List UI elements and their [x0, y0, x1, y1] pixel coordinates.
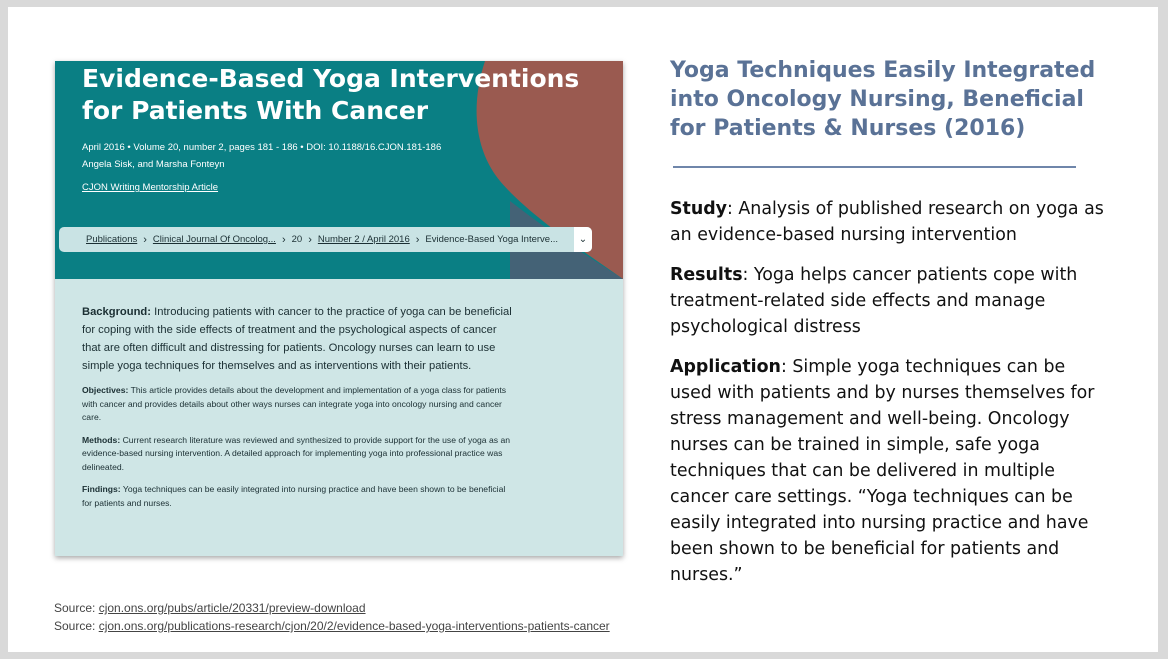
article-abstract	[82, 303, 512, 519]
article-authors: Angela Sisk, and Marsha Fonteyn	[82, 159, 225, 170]
abstract-findings	[82, 483, 512, 510]
article-title: Evidence-Based Yoga Interventions for Patients With Cancer	[82, 64, 580, 125]
source-line-1	[54, 599, 610, 617]
article-screenshot	[55, 61, 623, 556]
source-prefix: Source:	[54, 619, 99, 633]
application-text: : Simple yoga techniques can be used with patients and by nurses themselves for stress management and well-being. Oncology nurses can be trained in simple, safe yoga techniques that can be delivered in multiple cancer care settings. “Yoga techniques can be easily integrated into nursing practice and have been shown to be beneficial for patients and nurses.”	[670, 357, 1095, 585]
results-text: : Yoga helps cancer patients cope with treatment-related side effects and manage psychological distress	[670, 265, 1078, 337]
article-meta	[82, 139, 441, 173]
summary-body	[670, 196, 1110, 602]
title-divider	[673, 166, 1076, 168]
summary-results	[670, 262, 1110, 340]
article-hero	[55, 61, 623, 279]
breadcrumb-separator: ›	[415, 233, 420, 246]
application-label: Application	[670, 357, 781, 377]
summary-application	[670, 354, 1110, 588]
source-prefix: Source:	[54, 601, 99, 615]
breadcrumb-issue[interactable]: Number 2 / April 2016	[317, 234, 410, 245]
study-label: Study	[670, 199, 728, 219]
source-link-2[interactable]: cjon.ons.org/publications-research/cjon/20/2/evidence-based-yoga-interventions-patients-cancer	[98, 619, 610, 633]
breadcrumb-separator: ›	[143, 233, 147, 246]
breadcrumb-separator: ›	[281, 233, 286, 246]
study-text: : Analysis of published research on yoga as an evidence-based nursing intervention	[670, 199, 1104, 245]
abstract-background	[82, 303, 512, 375]
summary-title: Yoga Techniques Easily Integrated into Oncology Nursing, Beneficial for Patients & Nurses (2016)	[670, 58, 1096, 141]
findings-text: Yoga techniques can be easily integrated into nursing practice and have been shown to be beneficial for patients and nurses.	[82, 484, 506, 508]
objectives-text: This article provides details about the development and implementation of a yoga class for patients with cancer and provides details about other ways nurses can integrate yoga into oncology nursing and cancer care.	[82, 385, 507, 422]
abstract-methods	[82, 434, 512, 475]
sources	[54, 599, 610, 635]
breadcrumb-publications[interactable]: Publications	[86, 234, 138, 245]
methods-text: Current research literature was reviewed and synthesized to provide support for the use of yoga as an evidence-based nursing intervention. A detailed approach for implementing yoga into professional practice was delineated.	[82, 434, 510, 472]
slide	[8, 7, 1158, 652]
background-text: Introducing patients with cancer to the practice of yoga can be beneficial for coping with the side effects of treatment and the psychological aspects of cancer that are often difficult and distressing for patients. Oncology nurses can learn to use simple yoga techniques for themselves and as interventions with their patients.	[82, 306, 512, 372]
source-line-2	[54, 617, 610, 635]
breadcrumb-current: Evidence-Based Yoga Interve...	[425, 234, 558, 245]
methods-label: Methods:	[82, 434, 121, 445]
breadcrumb-separator: ›	[308, 233, 312, 246]
objectives-label: Objectives:	[82, 385, 129, 395]
findings-label: Findings:	[82, 484, 121, 494]
summary-study	[670, 196, 1110, 248]
background-label: Background:	[82, 306, 151, 318]
article-citation: April 2016 • Volume 20, number 2, pages 181 - 186 • DOI: 10.1188/16.CJON.181-186	[82, 142, 442, 153]
source-link-1[interactable]: cjon.ons.org/pubs/article/20331/preview-download	[98, 601, 366, 615]
breadcrumb-volume: 20	[291, 234, 303, 245]
mentorship-link[interactable]: CJON Writing Mentorship Article	[82, 182, 219, 193]
results-label: Results	[670, 265, 743, 285]
breadcrumb-journal[interactable]: Clinical Journal Of Oncolog...	[152, 234, 276, 245]
chevron-down-icon[interactable]: ⌄	[574, 227, 592, 252]
breadcrumb	[59, 227, 592, 252]
abstract-objectives	[82, 384, 512, 425]
